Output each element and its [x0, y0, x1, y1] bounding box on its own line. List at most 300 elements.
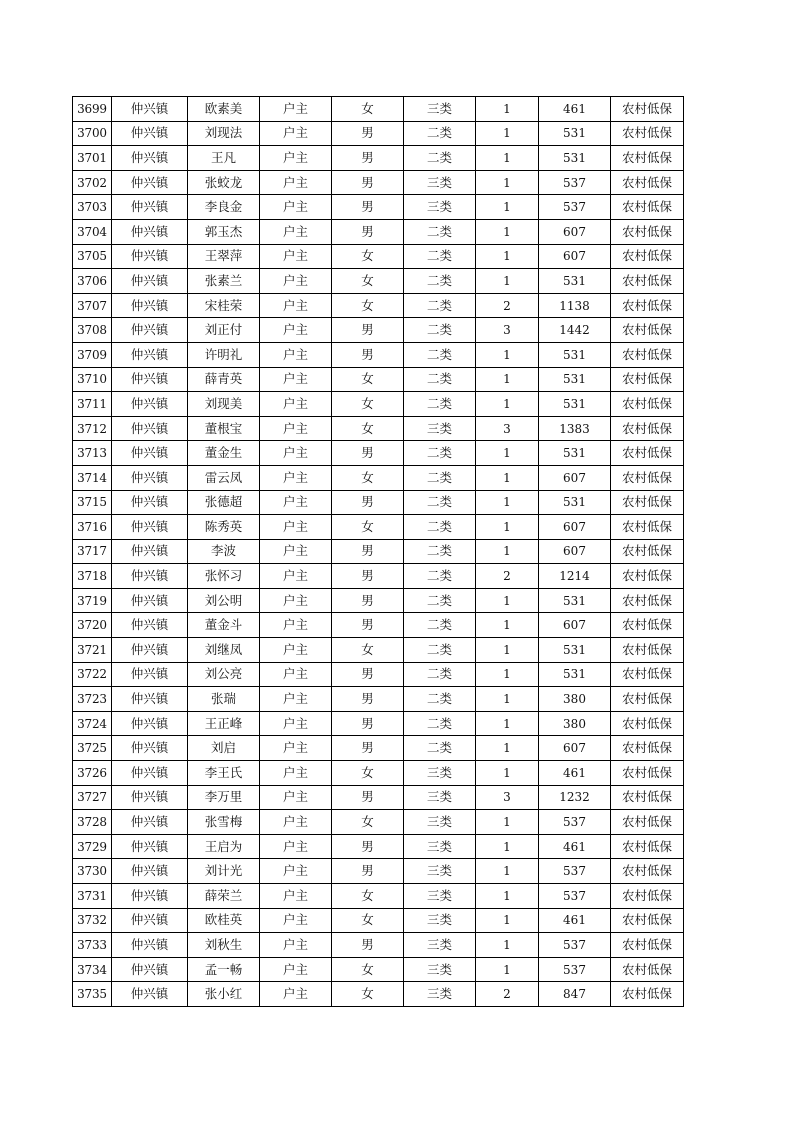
cell-name: 王凡 [188, 146, 260, 171]
cell-row-number: 3724 [73, 711, 112, 736]
table-row [73, 97, 684, 122]
cell-name: 许明礼 [188, 342, 260, 367]
cell-assistance-type: 农村低保 [611, 515, 684, 540]
cell-town: 仲兴镇 [112, 908, 188, 933]
cell-relation: 户主 [260, 515, 332, 540]
cell-name: 董金生 [188, 441, 260, 466]
cell-row-number: 3713 [73, 441, 112, 466]
cell-category: 二类 [404, 269, 476, 294]
cell-row-number: 3730 [73, 859, 112, 884]
cell-amount: 607 [539, 515, 611, 540]
cell-gender: 女 [332, 884, 404, 909]
cell-town: 仲兴镇 [112, 957, 188, 982]
cell-town: 仲兴镇 [112, 588, 188, 613]
cell-town: 仲兴镇 [112, 515, 188, 540]
cell-relation: 户主 [260, 884, 332, 909]
cell-name: 张素兰 [188, 269, 260, 294]
cell-category: 二类 [404, 367, 476, 392]
cell-category: 二类 [404, 662, 476, 687]
cell-gender: 女 [332, 908, 404, 933]
cell-gender: 男 [332, 539, 404, 564]
cell-row-number: 3703 [73, 195, 112, 220]
cell-amount: 380 [539, 687, 611, 712]
table-row [73, 342, 684, 367]
cell-amount: 531 [539, 146, 611, 171]
cell-relation: 户主 [260, 908, 332, 933]
table-row [73, 490, 684, 515]
table-row [73, 834, 684, 859]
cell-assistance-type: 农村低保 [611, 269, 684, 294]
cell-relation: 户主 [260, 244, 332, 269]
cell-relation: 户主 [260, 834, 332, 859]
cell-household-size: 1 [476, 367, 539, 392]
cell-relation: 户主 [260, 564, 332, 589]
cell-relation: 户主 [260, 416, 332, 441]
cell-name: 王正峰 [188, 711, 260, 736]
table-row [73, 884, 684, 909]
cell-gender: 男 [332, 564, 404, 589]
cell-row-number: 3708 [73, 318, 112, 343]
cell-town: 仲兴镇 [112, 416, 188, 441]
cell-amount: 607 [539, 219, 611, 244]
cell-town: 仲兴镇 [112, 97, 188, 122]
cell-assistance-type: 农村低保 [611, 97, 684, 122]
cell-town: 仲兴镇 [112, 465, 188, 490]
cell-row-number: 3733 [73, 933, 112, 958]
cell-assistance-type: 农村低保 [611, 982, 684, 1007]
cell-amount: 537 [539, 957, 611, 982]
cell-gender: 男 [332, 441, 404, 466]
cell-name: 陈秀英 [188, 515, 260, 540]
cell-row-number: 3714 [73, 465, 112, 490]
table-row [73, 318, 684, 343]
cell-row-number: 3706 [73, 269, 112, 294]
cell-name: 张蛟龙 [188, 170, 260, 195]
cell-name: 雷云凤 [188, 465, 260, 490]
cell-amount: 537 [539, 859, 611, 884]
cell-household-size: 1 [476, 957, 539, 982]
cell-assistance-type: 农村低保 [611, 859, 684, 884]
cell-relation: 户主 [260, 761, 332, 786]
table-row [73, 810, 684, 835]
cell-amount: 461 [539, 97, 611, 122]
cell-amount: 1138 [539, 293, 611, 318]
table-row [73, 613, 684, 638]
cell-amount: 607 [539, 736, 611, 761]
cell-category: 二类 [404, 687, 476, 712]
cell-town: 仲兴镇 [112, 834, 188, 859]
cell-category: 三类 [404, 810, 476, 835]
cell-town: 仲兴镇 [112, 859, 188, 884]
cell-gender: 男 [332, 785, 404, 810]
table-row [73, 982, 684, 1007]
cell-assistance-type: 农村低保 [611, 613, 684, 638]
cell-town: 仲兴镇 [112, 367, 188, 392]
cell-amount: 847 [539, 982, 611, 1007]
cell-household-size: 1 [476, 441, 539, 466]
cell-amount: 531 [539, 662, 611, 687]
cell-name: 张怀习 [188, 564, 260, 589]
roster-table [72, 96, 684, 1007]
cell-category: 二类 [404, 219, 476, 244]
cell-assistance-type: 农村低保 [611, 367, 684, 392]
cell-row-number: 3715 [73, 490, 112, 515]
cell-name: 刘计光 [188, 859, 260, 884]
cell-relation: 户主 [260, 367, 332, 392]
cell-town: 仲兴镇 [112, 170, 188, 195]
cell-gender: 男 [332, 933, 404, 958]
cell-relation: 户主 [260, 588, 332, 613]
cell-assistance-type: 农村低保 [611, 736, 684, 761]
cell-name: 欧桂英 [188, 908, 260, 933]
cell-row-number: 3702 [73, 170, 112, 195]
cell-assistance-type: 农村低保 [611, 392, 684, 417]
cell-amount: 531 [539, 490, 611, 515]
cell-row-number: 3716 [73, 515, 112, 540]
cell-assistance-type: 农村低保 [611, 588, 684, 613]
cell-amount: 531 [539, 638, 611, 663]
cell-assistance-type: 农村低保 [611, 761, 684, 786]
cell-town: 仲兴镇 [112, 736, 188, 761]
cell-name: 李良金 [188, 195, 260, 220]
cell-name: 刘继凤 [188, 638, 260, 663]
table-row [73, 515, 684, 540]
cell-amount: 461 [539, 761, 611, 786]
cell-row-number: 3700 [73, 121, 112, 146]
cell-town: 仲兴镇 [112, 490, 188, 515]
cell-town: 仲兴镇 [112, 564, 188, 589]
cell-amount: 531 [539, 392, 611, 417]
cell-town: 仲兴镇 [112, 613, 188, 638]
cell-category: 二类 [404, 539, 476, 564]
cell-gender: 男 [332, 834, 404, 859]
cell-amount: 537 [539, 884, 611, 909]
cell-household-size: 1 [476, 195, 539, 220]
cell-category: 二类 [404, 515, 476, 540]
cell-household-size: 1 [476, 244, 539, 269]
cell-town: 仲兴镇 [112, 933, 188, 958]
cell-household-size: 3 [476, 416, 539, 441]
cell-row-number: 3726 [73, 761, 112, 786]
cell-gender: 男 [332, 736, 404, 761]
cell-household-size: 1 [476, 834, 539, 859]
cell-name: 董根宝 [188, 416, 260, 441]
cell-amount: 537 [539, 810, 611, 835]
cell-relation: 户主 [260, 957, 332, 982]
cell-assistance-type: 农村低保 [611, 933, 684, 958]
table-row [73, 736, 684, 761]
cell-amount: 531 [539, 121, 611, 146]
cell-gender: 女 [332, 367, 404, 392]
cell-category: 三类 [404, 97, 476, 122]
table-row [73, 711, 684, 736]
cell-town: 仲兴镇 [112, 219, 188, 244]
cell-town: 仲兴镇 [112, 195, 188, 220]
cell-gender: 男 [332, 662, 404, 687]
cell-category: 三类 [404, 170, 476, 195]
cell-town: 仲兴镇 [112, 121, 188, 146]
cell-category: 三类 [404, 933, 476, 958]
table-row [73, 269, 684, 294]
cell-household-size: 1 [476, 490, 539, 515]
cell-relation: 户主 [260, 342, 332, 367]
cell-row-number: 3728 [73, 810, 112, 835]
cell-name: 张瑞 [188, 687, 260, 712]
cell-category: 二类 [404, 392, 476, 417]
cell-household-size: 1 [476, 269, 539, 294]
cell-category: 二类 [404, 121, 476, 146]
cell-category: 二类 [404, 490, 476, 515]
cell-amount: 607 [539, 539, 611, 564]
cell-name: 张德超 [188, 490, 260, 515]
cell-assistance-type: 农村低保 [611, 662, 684, 687]
cell-relation: 户主 [260, 219, 332, 244]
cell-category: 三类 [404, 884, 476, 909]
table-row [73, 539, 684, 564]
cell-row-number: 3735 [73, 982, 112, 1007]
cell-assistance-type: 农村低保 [611, 539, 684, 564]
cell-relation: 户主 [260, 539, 332, 564]
cell-category: 三类 [404, 785, 476, 810]
cell-name: 刘正付 [188, 318, 260, 343]
cell-category: 二类 [404, 638, 476, 663]
cell-row-number: 3699 [73, 97, 112, 122]
cell-assistance-type: 农村低保 [611, 564, 684, 589]
table-row [73, 908, 684, 933]
cell-household-size: 3 [476, 785, 539, 810]
cell-amount: 1232 [539, 785, 611, 810]
table-row [73, 244, 684, 269]
cell-name: 薛青英 [188, 367, 260, 392]
cell-name: 王启为 [188, 834, 260, 859]
cell-town: 仲兴镇 [112, 318, 188, 343]
cell-name: 宋桂荣 [188, 293, 260, 318]
table-row [73, 293, 684, 318]
cell-gender: 女 [332, 97, 404, 122]
cell-row-number: 3705 [73, 244, 112, 269]
cell-name: 刘公明 [188, 588, 260, 613]
cell-town: 仲兴镇 [112, 146, 188, 171]
cell-row-number: 3712 [73, 416, 112, 441]
cell-assistance-type: 农村低保 [611, 342, 684, 367]
cell-row-number: 3729 [73, 834, 112, 859]
cell-gender: 女 [332, 810, 404, 835]
cell-category: 二类 [404, 244, 476, 269]
cell-relation: 户主 [260, 146, 332, 171]
cell-assistance-type: 农村低保 [611, 810, 684, 835]
cell-assistance-type: 农村低保 [611, 687, 684, 712]
cell-assistance-type: 农村低保 [611, 834, 684, 859]
cell-household-size: 1 [476, 662, 539, 687]
cell-town: 仲兴镇 [112, 539, 188, 564]
cell-category: 二类 [404, 613, 476, 638]
cell-amount: 531 [539, 588, 611, 613]
cell-relation: 户主 [260, 121, 332, 146]
cell-amount: 531 [539, 367, 611, 392]
table-row [73, 662, 684, 687]
cell-name: 张雪梅 [188, 810, 260, 835]
table-row [73, 638, 684, 663]
cell-category: 二类 [404, 564, 476, 589]
table-row [73, 367, 684, 392]
table-row [73, 219, 684, 244]
cell-name: 李万里 [188, 785, 260, 810]
cell-name: 王翠萍 [188, 244, 260, 269]
cell-name: 孟一畅 [188, 957, 260, 982]
cell-household-size: 1 [476, 859, 539, 884]
cell-amount: 607 [539, 465, 611, 490]
cell-gender: 男 [332, 342, 404, 367]
cell-household-size: 1 [476, 588, 539, 613]
cell-town: 仲兴镇 [112, 293, 188, 318]
cell-relation: 户主 [260, 170, 332, 195]
cell-category: 二类 [404, 318, 476, 343]
cell-town: 仲兴镇 [112, 392, 188, 417]
cell-row-number: 3725 [73, 736, 112, 761]
table-row [73, 957, 684, 982]
cell-assistance-type: 农村低保 [611, 441, 684, 466]
cell-household-size: 1 [476, 146, 539, 171]
table-row [73, 146, 684, 171]
cell-town: 仲兴镇 [112, 785, 188, 810]
cell-household-size: 1 [476, 392, 539, 417]
cell-name: 刘公亮 [188, 662, 260, 687]
cell-household-size: 1 [476, 613, 539, 638]
cell-name: 刘现法 [188, 121, 260, 146]
cell-gender: 女 [332, 638, 404, 663]
cell-relation: 户主 [260, 441, 332, 466]
cell-name: 刘现美 [188, 392, 260, 417]
cell-household-size: 1 [476, 687, 539, 712]
cell-relation: 户主 [260, 982, 332, 1007]
cell-household-size: 3 [476, 318, 539, 343]
cell-gender: 女 [332, 515, 404, 540]
cell-relation: 户主 [260, 195, 332, 220]
cell-relation: 户主 [260, 613, 332, 638]
cell-household-size: 1 [476, 465, 539, 490]
cell-household-size: 2 [476, 293, 539, 318]
cell-town: 仲兴镇 [112, 687, 188, 712]
cell-household-size: 1 [476, 933, 539, 958]
cell-amount: 607 [539, 613, 611, 638]
table-row [73, 933, 684, 958]
cell-gender: 女 [332, 293, 404, 318]
table-row [73, 121, 684, 146]
cell-relation: 户主 [260, 933, 332, 958]
table-row [73, 441, 684, 466]
cell-household-size: 1 [476, 638, 539, 663]
cell-category: 二类 [404, 465, 476, 490]
cell-gender: 女 [332, 392, 404, 417]
table-row [73, 564, 684, 589]
cell-relation: 户主 [260, 97, 332, 122]
cell-name: 刘启 [188, 736, 260, 761]
table-row [73, 687, 684, 712]
cell-assistance-type: 农村低保 [611, 293, 684, 318]
cell-category: 二类 [404, 441, 476, 466]
cell-amount: 380 [539, 711, 611, 736]
cell-amount: 537 [539, 170, 611, 195]
cell-amount: 461 [539, 834, 611, 859]
cell-relation: 户主 [260, 293, 332, 318]
cell-row-number: 3727 [73, 785, 112, 810]
cell-assistance-type: 农村低保 [611, 638, 684, 663]
cell-town: 仲兴镇 [112, 342, 188, 367]
cell-category: 三类 [404, 908, 476, 933]
cell-gender: 男 [332, 195, 404, 220]
cell-relation: 户主 [260, 638, 332, 663]
cell-name: 薛荣兰 [188, 884, 260, 909]
cell-row-number: 3707 [73, 293, 112, 318]
cell-category: 三类 [404, 834, 476, 859]
cell-gender: 女 [332, 244, 404, 269]
table-row [73, 859, 684, 884]
cell-town: 仲兴镇 [112, 244, 188, 269]
cell-relation: 户主 [260, 490, 332, 515]
cell-category: 二类 [404, 736, 476, 761]
cell-town: 仲兴镇 [112, 269, 188, 294]
cell-assistance-type: 农村低保 [611, 146, 684, 171]
cell-gender: 女 [332, 269, 404, 294]
cell-town: 仲兴镇 [112, 662, 188, 687]
cell-assistance-type: 农村低保 [611, 711, 684, 736]
table-row [73, 195, 684, 220]
cell-assistance-type: 农村低保 [611, 416, 684, 441]
cell-category: 二类 [404, 293, 476, 318]
cell-category: 二类 [404, 342, 476, 367]
cell-town: 仲兴镇 [112, 761, 188, 786]
cell-household-size: 1 [476, 97, 539, 122]
cell-amount: 461 [539, 908, 611, 933]
cell-household-size: 1 [476, 342, 539, 367]
cell-name: 郭玉杰 [188, 219, 260, 244]
cell-category: 二类 [404, 146, 476, 171]
roster-table-body [73, 97, 684, 1007]
cell-amount: 531 [539, 342, 611, 367]
cell-household-size: 1 [476, 736, 539, 761]
cell-row-number: 3719 [73, 588, 112, 613]
cell-amount: 531 [539, 269, 611, 294]
cell-category: 二类 [404, 711, 476, 736]
cell-household-size: 1 [476, 810, 539, 835]
cell-household-size: 1 [476, 761, 539, 786]
cell-row-number: 3731 [73, 884, 112, 909]
cell-row-number: 3704 [73, 219, 112, 244]
cell-town: 仲兴镇 [112, 982, 188, 1007]
cell-category: 二类 [404, 588, 476, 613]
cell-gender: 男 [332, 687, 404, 712]
cell-row-number: 3720 [73, 613, 112, 638]
cell-row-number: 3717 [73, 539, 112, 564]
cell-household-size: 1 [476, 170, 539, 195]
cell-relation: 户主 [260, 711, 332, 736]
cell-gender: 女 [332, 957, 404, 982]
cell-name: 李王氏 [188, 761, 260, 786]
cell-assistance-type: 农村低保 [611, 490, 684, 515]
cell-row-number: 3723 [73, 687, 112, 712]
cell-household-size: 1 [476, 539, 539, 564]
table-row [73, 761, 684, 786]
table-row [73, 785, 684, 810]
cell-household-size: 1 [476, 711, 539, 736]
cell-category: 三类 [404, 195, 476, 220]
cell-assistance-type: 农村低保 [611, 785, 684, 810]
table-row [73, 392, 684, 417]
cell-town: 仲兴镇 [112, 638, 188, 663]
cell-household-size: 1 [476, 219, 539, 244]
cell-assistance-type: 农村低保 [611, 121, 684, 146]
cell-assistance-type: 农村低保 [611, 170, 684, 195]
